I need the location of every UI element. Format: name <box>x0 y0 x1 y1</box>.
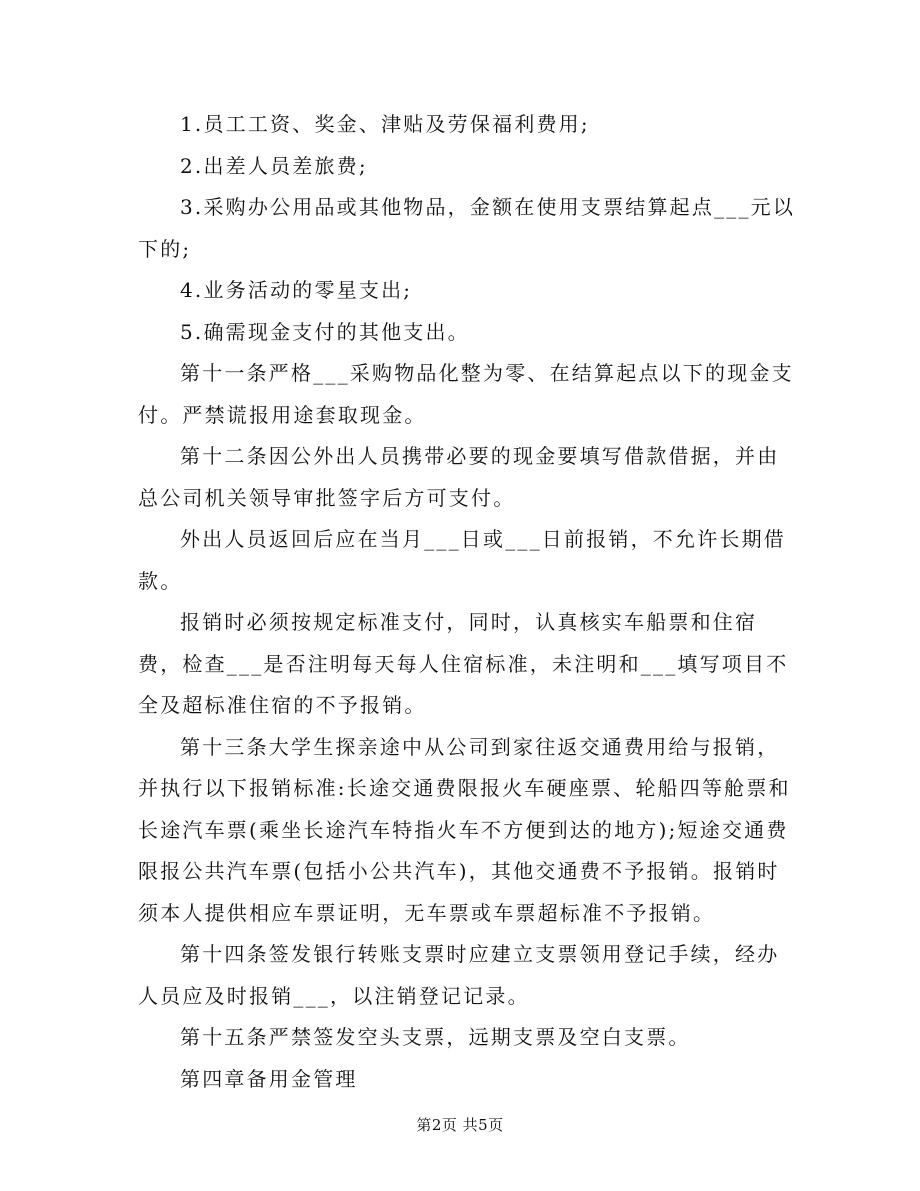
paragraph-article-15: 第十五条严禁签发空头支票，远期支票及空白支票。 <box>180 1025 691 1049</box>
paragraph-return-reimbursement: 外出人员返回后应在当月___日或___日前报销，不允许长期借款。 <box>138 527 786 593</box>
paragraph-item-4: 4.业务活动的零星支出; <box>180 278 413 302</box>
paragraph-article-14: 第十四条签发银行转账支票时应建立支票领用登记手续，经办人员应及时报销___，以注销登记记录。 <box>138 942 780 1008</box>
paragraph-article-11: 第十一条严格___采购物品化整为零、在结算起点以下的现金支付。严禁谎报用途套取现金。 <box>138 361 794 427</box>
chapter-heading: 第四章备用金管理 <box>180 1066 358 1091</box>
paragraph-item-2: 2.出差人员差旅费; <box>180 153 368 178</box>
paragraph-article-12: 第十二条因公外出人员携带必要的现金要填写借款借据，并由总公司机关领导审批签字后方可支付。 <box>138 444 780 510</box>
paragraph-item-1: 1.员工工资、奖金、津贴及劳保福利费用; <box>180 112 590 136</box>
document-body <box>138 104 800 1100</box>
page-number-footer: 第2页 共5页 <box>416 1116 504 1134</box>
paragraph-item-3: 3.采购办公用品或其他物品，金额在使用支票结算起点___元以下的; <box>138 195 796 261</box>
paragraph-item-5: 5.确需现金支付的其他支出。 <box>180 319 470 344</box>
paragraph-reimbursement-standard: 报销时必须按规定标准支付，同时，认真核实车船票和住宿费，检查___是否注明每天每人住宿标准，未注明和___填写项目不全及超标准住宿的不予报销。 <box>138 610 789 717</box>
paragraph-article-13: 第十三条大学生探亲途中从公司到家往返交通费用给与报销，并执行以下报销标准:长途交通费限报火车硬座票、轮船四等舱票和长途汽车票(乘坐长途汽车特指火车不方便到达的地方);短途交通费限报公共汽车票(包括小公共汽车)，其他交通费不予报销。报销时须本人提供相应车票证明，无车票或车票超标准不予报销。 <box>138 734 791 925</box>
